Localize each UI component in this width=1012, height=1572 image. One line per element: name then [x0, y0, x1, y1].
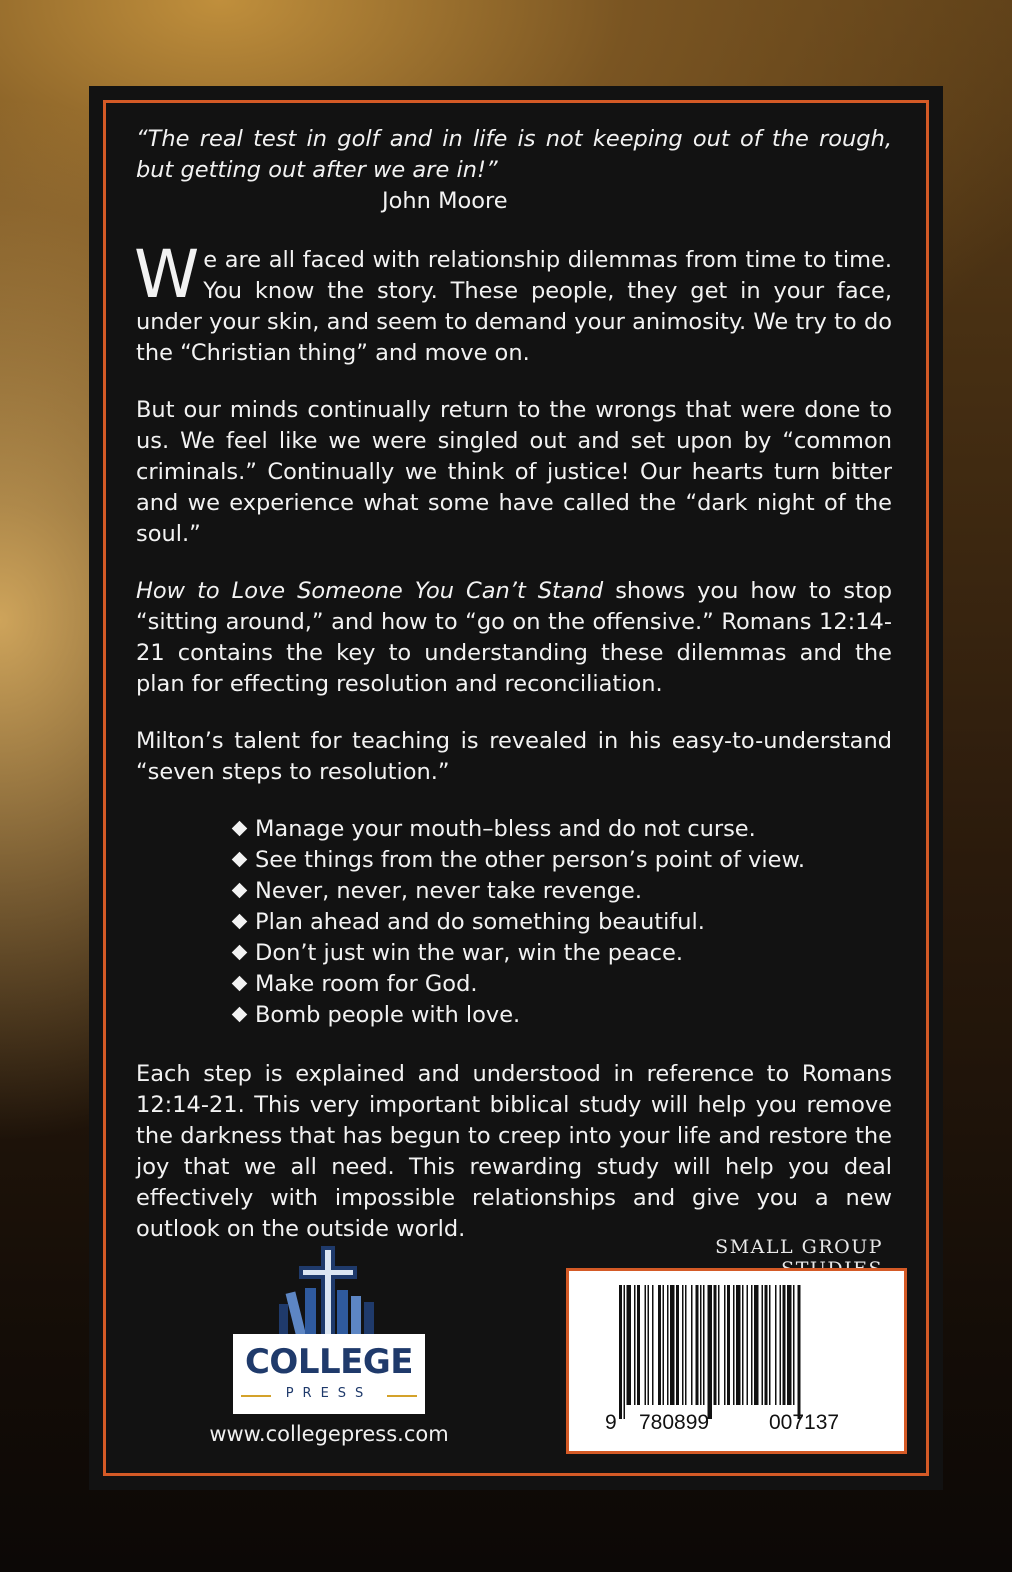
- barcode-bar: [742, 1285, 744, 1405]
- diamond-bullet-icon: [232, 820, 248, 836]
- barcode-bar: [663, 1285, 665, 1405]
- diamond-bullet-icon: [232, 882, 248, 898]
- list-item: Plan ahead and do something beautiful.: [232, 907, 892, 938]
- paragraph-1-text: e are all faced with relationship dilemmas from time to time. You know the story. These people, they get in your face, under your skin, and seem to demand your animosity. We try to do the “Christian thing” and move on.: [136, 247, 892, 366]
- barcode-bar: [652, 1285, 654, 1405]
- drop-cap: W: [134, 236, 200, 313]
- barcode-bar: [733, 1285, 735, 1405]
- isbn-barcode: [566, 1268, 907, 1454]
- barcode-bar: [751, 1285, 753, 1405]
- barcode-bar: [682, 1285, 684, 1405]
- barcode-bar: [696, 1285, 699, 1405]
- barcode-bar: [670, 1285, 675, 1405]
- barcode-bar: [685, 1285, 687, 1405]
- diamond-bullet-icon: [232, 1006, 248, 1022]
- barcode-bar: [798, 1285, 801, 1419]
- barcode-bar: [714, 1285, 717, 1405]
- seven-steps-list: [232, 814, 892, 1031]
- diamond-bullet-icon: [232, 913, 248, 929]
- logo-rule-right: [387, 1395, 417, 1397]
- diamond-bullet-icon: [232, 851, 248, 867]
- list-item: Don’t just win the war, win the peace.: [232, 938, 892, 969]
- barcode-bar: [667, 1285, 669, 1405]
- cross-books-icon: [233, 1242, 425, 1338]
- barcode-bars: [619, 1285, 859, 1419]
- barcode-bar: [708, 1285, 713, 1419]
- book-title: How to Love Someone You Can’t Stand: [136, 578, 604, 604]
- series-label: SMALL GROUP: [715, 1236, 883, 1258]
- list-item: Never, never, never take revenge.: [232, 876, 892, 907]
- barcode-bar: [783, 1285, 786, 1405]
- barcode-bar: [676, 1285, 679, 1405]
- barcode-bar: [793, 1285, 795, 1405]
- list-item: Make room for God.: [232, 969, 892, 1000]
- epigraph-quote: “The real test in golf and in life is not keeping out of the rough, but getting out after we are in!”: [136, 126, 892, 183]
- paragraph-4: Milton’s talent for teaching is revealed in his easy-to-understand “seven steps to resolution.”: [136, 728, 892, 785]
- barcode-bar: [700, 1285, 702, 1405]
- barcode-bar: [627, 1285, 632, 1405]
- logo-subword: PRESS: [285, 1386, 373, 1401]
- list-item: Manage your mouth–bless and do not curse.: [232, 814, 892, 845]
- barcode-bar: [718, 1285, 720, 1405]
- back-cover-panel: [89, 86, 943, 1490]
- barcode-bar: [703, 1285, 705, 1405]
- barcode-left-digits: 780899: [639, 1411, 710, 1434]
- barcode-bar: [645, 1285, 647, 1405]
- paragraph-3-text: shows you how to stop “sitting around,” and how to “go on the offensive.” Romans 12:14-21 contains the key to understanding these dilemmas and the plan for effecting resolution and reconciliation.: [136, 578, 892, 697]
- epigraph-author: John Moore: [382, 188, 508, 214]
- blurb-text: [136, 124, 892, 1245]
- barcode-lead-digit: 9: [605, 1411, 617, 1434]
- barcode-bar: [762, 1285, 764, 1405]
- list-item: Bomb people with love.: [232, 1000, 892, 1031]
- logo-wordmark: COLLEGE: [244, 1342, 414, 1382]
- barcode-bar: [727, 1285, 730, 1405]
- barcode-bar: [775, 1285, 777, 1405]
- diamond-bullet-icon: [232, 975, 248, 991]
- barcode-bar: [619, 1285, 622, 1419]
- barcode-bar: [691, 1285, 693, 1405]
- barcode-bar: [624, 1285, 626, 1419]
- paragraph-2: But our minds continually return to the wrongs that were done to us. We feel like we were singled out and set upon by “common criminals.” Continually we think of justice! Our hearts turn bitter and we experience what some have called the “dark night of the soul.”: [136, 397, 892, 547]
- barcode-bar: [658, 1285, 661, 1405]
- barcode-bar: [634, 1285, 636, 1405]
- barcode-bar: [754, 1285, 759, 1405]
- barcode-bar: [736, 1285, 741, 1405]
- barcode-bar: [747, 1285, 749, 1405]
- barcode-bar: [780, 1285, 782, 1405]
- barcode-bar: [648, 1285, 650, 1405]
- college-press-logo: [233, 1242, 425, 1414]
- paragraph-3: [136, 576, 892, 700]
- barcode-bar: [765, 1285, 768, 1405]
- diamond-bullet-icon: [232, 944, 248, 960]
- list-item: See things from the other person’s point of view.: [232, 845, 892, 876]
- barcode-bar: [769, 1285, 771, 1405]
- barcode-bar: [724, 1285, 726, 1405]
- barcode-right-digits: 007137: [769, 1411, 840, 1434]
- paragraph-1: [134, 236, 892, 369]
- barcode-bar: [637, 1285, 640, 1405]
- paragraph-5: Each step is explained and understood in reference to Romans 12:14-21. This very important biblical study will help you remove the darkness that has begun to creep into your life and restore the joy that we all need. This rewarding study will help you deal effectively with impossible relationships and give you a new outlook on the outside world.: [136, 1061, 892, 1242]
- publisher-website[interactable]: www.collegepress.com: [209, 1422, 449, 1446]
- barcode-bar: [787, 1285, 792, 1405]
